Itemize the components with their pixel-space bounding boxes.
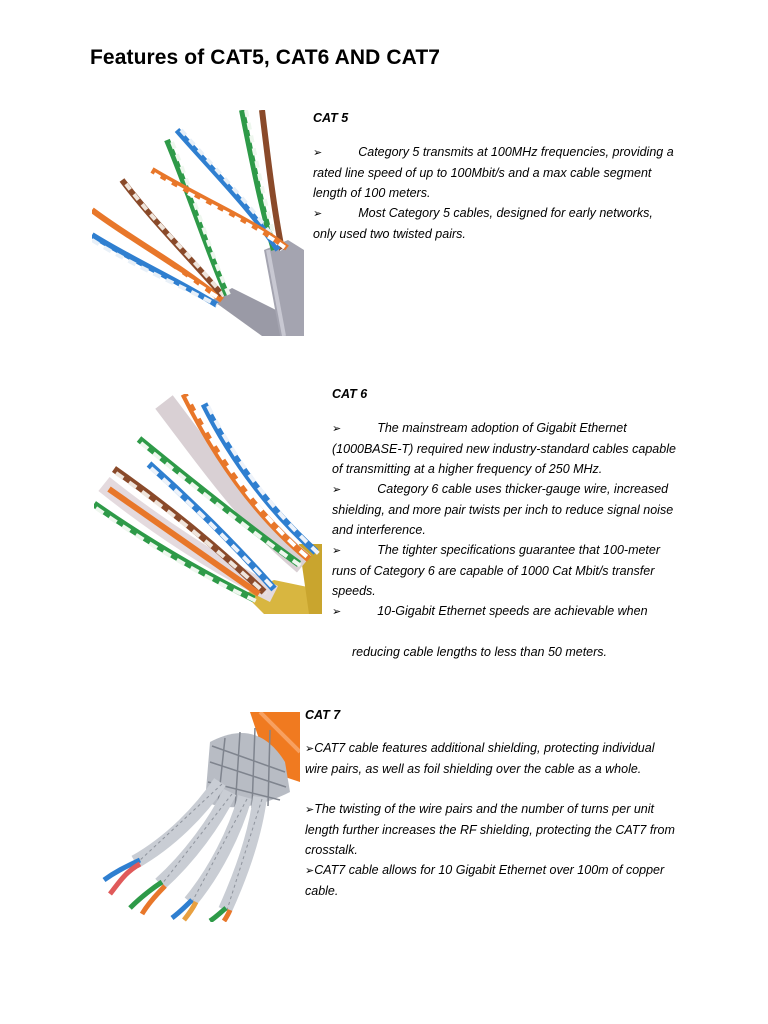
page-title: Features of CAT5, CAT6 AND CAT7	[90, 46, 441, 69]
bullet-arrow-icon: ➢	[305, 865, 315, 877]
cat6-continuation: reducing cable lengths to less than 50 meters.	[352, 645, 608, 659]
cat5-heading: CAT 5	[313, 111, 349, 125]
cat5-bullet-1: Category 5 transmits at 100MHz frequencies, providing a rated line speed of up to 100Mbit/s and a max cable segment length of 100 meters.	[313, 145, 674, 200]
list-item	[332, 479, 682, 540]
bullet-arrow-icon: ➢	[313, 147, 323, 159]
cat7-bullet-3: CAT7 cable allows for 10 Gigabit Ethernet over 100m of copper cable.	[305, 863, 665, 898]
bullet-arrow-icon: ➢	[332, 484, 342, 496]
bullet-arrow-icon: ➢	[332, 423, 342, 435]
cat6-bullet-4: 10-Gigabit Ethernet speeds are achievable when	[377, 604, 648, 618]
list-item	[332, 418, 682, 479]
list-item	[305, 860, 680, 901]
cat5-cable-image	[92, 110, 304, 336]
cat5-bullet-2: Most Category 5 cables, designed for early networks, only used two twisted pairs.	[313, 206, 653, 241]
cat6-bullet-1: The mainstream adoption of Gigabit Ethernet (1000BASE-T) required new industry-standard cables capable of transmitting at a higher frequency of 250 MHz.	[332, 421, 676, 476]
list-item	[332, 601, 682, 622]
bullet-arrow-icon: ➢	[332, 606, 342, 618]
bullet-arrow-icon: ➢	[305, 804, 315, 816]
bullet-arrow-icon: ➢	[313, 208, 323, 220]
bullet-arrow-icon: ➢	[332, 545, 342, 557]
list-item	[305, 799, 680, 860]
list-item	[332, 540, 682, 601]
cat6-body	[332, 418, 682, 662]
list-item	[305, 738, 680, 779]
cat7-bullet-1: CAT7 cable features additional shielding, protecting individual wire pairs, as well as foil shielding over the cable as a whole.	[305, 741, 655, 776]
list-item	[313, 142, 678, 203]
cat6-cable-image	[94, 394, 322, 614]
cat5-body	[313, 142, 678, 244]
list-item	[313, 203, 678, 244]
cat6-heading: CAT 6	[332, 387, 368, 401]
bullet-arrow-icon: ➢	[305, 743, 315, 755]
cat7-body	[305, 738, 680, 901]
cat7-heading: CAT 7	[305, 708, 341, 722]
cat6-bullet-2: Category 6 cable uses thicker-gauge wire, increased shielding, and more pair twists per inch to reduce signal noise and interference.	[332, 482, 674, 537]
cat6-bullet-3: The tighter specifications guarantee that 100-meter runs of Category 6 are capable of 1000 Cat Mbit/s transfer speeds.	[332, 543, 661, 598]
cat7-cable-image	[100, 712, 300, 922]
cat7-bullet-2: The twisting of the wire pairs and the number of turns per unit length further increases the RF shielding, protecting the CAT7 from crosstalk.	[305, 802, 675, 857]
